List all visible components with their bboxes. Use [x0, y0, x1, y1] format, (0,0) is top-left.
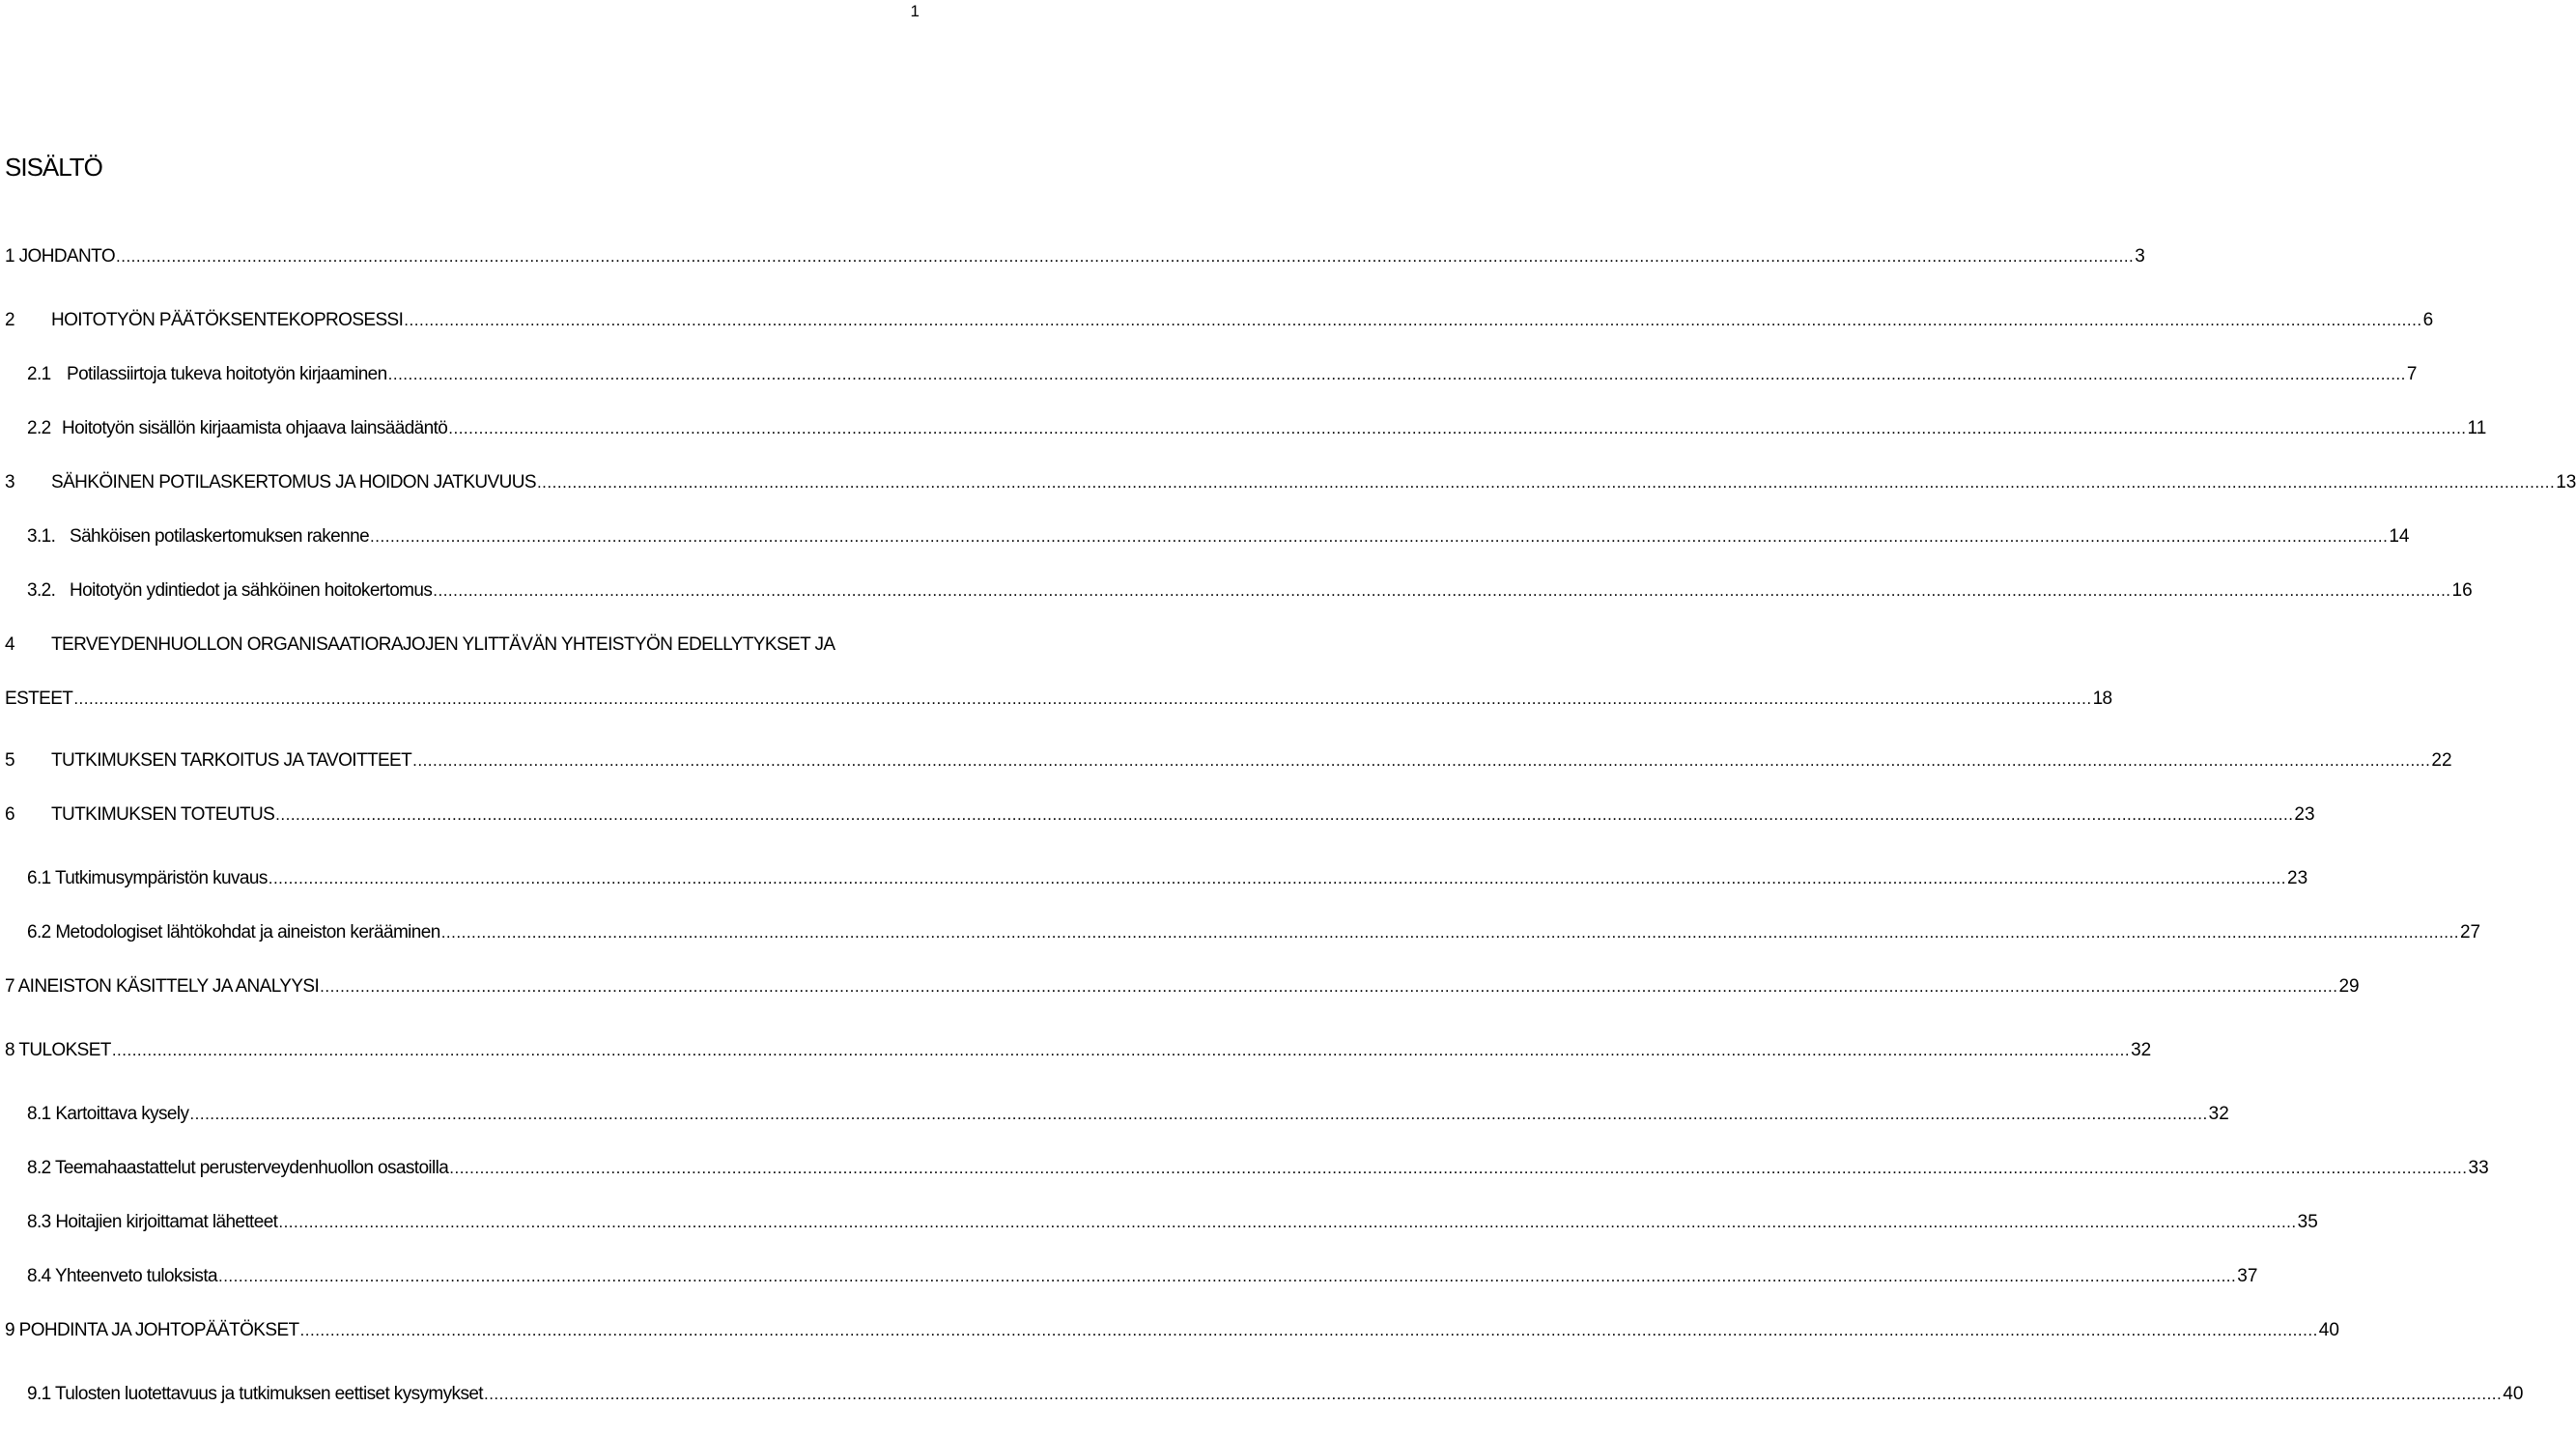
toc-entry-text	[27, 865, 268, 892]
toc-row	[5, 243, 2145, 270]
toc-entry-number: 2	[5, 310, 14, 330]
toc-entry-label: POHDINTA JA JOHTOPÄÄTÖKSET	[18, 1320, 299, 1340]
toc-leader-dots: ................................................................................................................................................................................................................................................................................................................................................................................................................	[275, 805, 2294, 824]
toc-entry-number: 9	[5, 1320, 14, 1340]
toc-entry-label: Hoitajien kirjoittamat lähetteet	[55, 1212, 278, 1232]
toc-entry-number: 5	[5, 750, 14, 771]
toc-leader-dots: ................................................................................................................................................................................................................................................................................................................................................................................................................	[320, 977, 2338, 996]
toc-row	[27, 1263, 2258, 1290]
toc-entry[interactable]	[0, 1155, 2489, 1182]
toc-leader-dots: ................................................................................................................................................................................................................................................................................................................................................................................................................	[449, 1159, 2468, 1177]
toc-page-number: 40	[2503, 1384, 2524, 1404]
toc-entry[interactable]	[0, 361, 2418, 388]
toc-leader-dots: ................................................................................................................................................................................................................................................................................................................................................................................................................	[370, 527, 2389, 546]
toc-page-number: 23	[2287, 868, 2308, 888]
toc-entry-number: 1	[5, 246, 14, 267]
toc-entry-text	[5, 307, 403, 334]
toc-entry-text	[27, 1209, 277, 1236]
toc-entry[interactable]	[0, 747, 2452, 774]
toc-row	[27, 415, 2487, 442]
toc-page-number: 18	[2092, 689, 2112, 709]
toc-entry-text	[5, 747, 411, 774]
toc-entry-number: 8.1	[27, 1104, 51, 1124]
toc-leader-dots: ................................................................................................................................................................................................................................................................................................................................................................................................................	[278, 1213, 2297, 1231]
toc-row	[5, 747, 2452, 774]
toc-entry-number: 6.1	[27, 868, 51, 888]
toc-leader-dots: ................................................................................................................................................................................................................................................................................................................................................................................................................	[536, 473, 2556, 492]
toc-entry-text	[5, 632, 835, 659]
toc-entry-text	[27, 1155, 448, 1182]
toc-entry-label: Hoitotyön ydintiedot ja sähköinen hoitokertomus	[70, 580, 433, 601]
toc-page-number: 37	[2237, 1266, 2258, 1286]
toc-entry[interactable]	[0, 919, 2481, 946]
toc-row	[5, 632, 835, 659]
toc-entry-label: Metodologiset lähtökohdat ja aineiston kerääminen	[55, 922, 440, 943]
toc-row	[5, 307, 2434, 334]
toc-leader-dots: ................................................................................................................................................................................................................................................................................................................................................................................................................	[299, 1321, 2318, 1339]
toc-entry-label: AINEISTON KÄSITTELY JA ANALYYSI	[17, 976, 320, 997]
toc-row	[5, 686, 2112, 713]
toc-entry-text	[27, 523, 369, 550]
toc-entry-label: Tutkimusympäristön kuvaus	[54, 868, 268, 888]
toc-page-number: 13	[2556, 472, 2576, 492]
toc-entry-text	[27, 361, 387, 388]
toc-page-number: 3	[2135, 246, 2145, 267]
toc-leader-dots: ................................................................................................................................................................................................................................................................................................................................................................................................................	[433, 581, 2451, 600]
toc-entry-label: TUTKIMUKSEN TOTEUTUS	[51, 804, 275, 825]
toc-entry-number: 3.1.	[27, 526, 56, 547]
toc-leader-dots: ................................................................................................................................................................................................................................................................................................................................................................................................................	[116, 247, 2135, 266]
toc-page-number: 7	[2406, 364, 2418, 384]
toc-entry-label: TULOKSET	[18, 1040, 111, 1060]
toc-entry-number: 4	[5, 634, 14, 655]
toc-row	[5, 973, 2360, 1000]
toc-page-number: 22	[2431, 750, 2452, 771]
toc-entry-number: 6.2	[27, 922, 51, 943]
toc-entry-number: 8.4	[27, 1266, 51, 1286]
toc-title: SISÄLTÖ	[5, 153, 102, 182]
toc-row	[27, 865, 2308, 892]
toc-entry-number: 6	[5, 804, 14, 825]
toc-page-number: 11	[2467, 418, 2487, 438]
toc-entry[interactable]	[0, 802, 2315, 829]
toc-entry-label: HOITOTYÖN PÄÄTÖKSENTEKOPROSESSI	[51, 310, 404, 330]
toc-page-number: 14	[2389, 526, 2410, 547]
toc-entry-text	[27, 1381, 483, 1408]
toc-entry[interactable]	[0, 1317, 2339, 1344]
toc-entry-number: 8.2	[27, 1158, 51, 1178]
toc-entry-label: Teemahaastattelut perusterveydenhuollon osastoilla	[54, 1158, 449, 1178]
toc-row	[27, 1209, 2318, 1236]
toc-entry-text	[5, 469, 536, 496]
toc-entry[interactable]	[0, 1209, 2318, 1236]
toc-entry-label: TERVEYDENHUOLLON ORGANISAATIORAJOJEN YLITTÄVÄN YHTEISTYÖN EDELLYTYKSET JA	[51, 634, 835, 655]
toc-row	[5, 802, 2315, 829]
toc-entry-label-continuation: ESTEET	[5, 689, 73, 709]
page-number: 1	[910, 2, 920, 20]
toc-entry-text	[5, 1037, 111, 1064]
toc-leader-dots: ................................................................................................................................................................................................................................................................................................................................................................................................................	[111, 1041, 2131, 1059]
toc-entry-number: 7	[5, 976, 14, 997]
toc-entry[interactable]	[0, 523, 2410, 550]
toc-page-number: 33	[2468, 1158, 2489, 1178]
toc-page-number: 32	[2131, 1040, 2152, 1060]
toc-entry-text	[27, 415, 447, 442]
toc-entry[interactable]	[0, 1037, 2152, 1064]
toc-entry[interactable]	[0, 1263, 2258, 1290]
toc-entry-text	[27, 919, 440, 946]
toc-entry[interactable]	[0, 469, 2576, 496]
toc-leader-dots: ................................................................................................................................................................................................................................................................................................................................................................................................................	[189, 1105, 2208, 1123]
toc-leader-dots: ................................................................................................................................................................................................................................................................................................................................................................................................................	[448, 419, 2467, 437]
toc-page-number: 27	[2459, 922, 2481, 943]
toc-leader-dots: ................................................................................................................................................................................................................................................................................................................................................................................................................	[217, 1267, 2237, 1285]
toc-row	[27, 1101, 2229, 1128]
toc-entry-label: Sähköisen potilaskertomuksen rakenne	[70, 526, 370, 547]
toc-entry[interactable]	[0, 632, 927, 659]
toc-entry-text	[5, 802, 274, 829]
toc-page-number: 32	[2208, 1104, 2229, 1124]
toc-entry-number: 3	[5, 472, 14, 492]
toc-row	[5, 469, 2576, 496]
toc-row	[5, 1037, 2152, 1064]
toc-row	[27, 523, 2410, 550]
toc-row	[27, 1155, 2489, 1182]
toc-entry-number: 9.1	[27, 1384, 51, 1404]
toc-entry[interactable]	[0, 973, 2360, 1000]
toc-entry-text	[27, 1263, 217, 1290]
toc-row	[27, 1381, 2524, 1408]
toc-entry-label: Yhteenveto tuloksista	[54, 1266, 217, 1286]
toc-entry-label: Kartoittava kysely	[55, 1104, 189, 1124]
toc-entry-number: 8	[5, 1040, 14, 1060]
toc-leader-dots: ................................................................................................................................................................................................................................................................................................................................................................................................................	[483, 1385, 2503, 1403]
toc-leader-dots: ................................................................................................................................................................................................................................................................................................................................................................................................................	[404, 311, 2422, 329]
toc-leader-dots: ................................................................................................................................................................................................................................................................................................................................................................................................................	[387, 365, 2406, 383]
toc-entry[interactable]	[0, 307, 2434, 334]
toc-page-number: 29	[2338, 976, 2360, 997]
toc-entry-label: SÄHKÖINEN POTILASKERTOMUS JA HOIDON JATKUVUUS	[51, 472, 536, 492]
toc-page-number: 35	[2297, 1212, 2318, 1232]
toc-entry-label: TUTKIMUKSEN TARKOITUS JA TAVOITTEET	[51, 750, 412, 771]
toc-page-number: 6	[2422, 310, 2434, 330]
toc-entry[interactable]	[0, 415, 2487, 442]
toc-entry-text	[27, 1101, 188, 1128]
toc-leader-dots: ................................................................................................................................................................................................................................................................................................................................................................................................................	[73, 689, 2092, 708]
toc-entry-label: Potilassiirtoja tukeva hoitotyön kirjaaminen	[67, 364, 387, 384]
toc-entry-number: 8.3	[27, 1212, 51, 1232]
toc-entry-text	[5, 1317, 299, 1344]
toc-page-number: 23	[2294, 804, 2315, 825]
toc-entry-label: JOHDANTO	[18, 246, 116, 267]
toc-entry[interactable]	[0, 865, 2308, 892]
toc-leader-dots: ................................................................................................................................................................................................................................................................................................................................................................................................................	[268, 869, 2286, 887]
toc-page-number: 16	[2451, 580, 2473, 601]
toc-row	[27, 577, 2473, 605]
toc-row	[27, 919, 2481, 946]
toc-row	[27, 361, 2418, 388]
toc-entry-text	[5, 973, 319, 1000]
toc-page-number: 40	[2318, 1320, 2339, 1340]
toc-entry-number: 3.2.	[27, 580, 56, 601]
toc-entry-label: Tulosten luotettavuus ja tutkimuksen eettiset kysymykset	[54, 1384, 483, 1404]
toc-leader-dots: ................................................................................................................................................................................................................................................................................................................................................................................................................	[440, 923, 2459, 942]
toc-entry[interactable]	[0, 1101, 2229, 1128]
toc-leader-dots: ................................................................................................................................................................................................................................................................................................................................................................................................................	[412, 751, 2431, 770]
toc-entry-number: 2.1	[27, 364, 51, 384]
toc-entry-text	[27, 577, 432, 605]
toc-row	[5, 1317, 2339, 1344]
toc-entry[interactable]	[0, 243, 2145, 270]
toc-entry-text	[5, 243, 115, 270]
toc-entry-label: Hoitotyön sisällön kirjaamista ohjaava lainsäädäntö	[62, 418, 448, 438]
toc-entry-number: 2.2	[27, 418, 51, 438]
toc-entry[interactable]	[0, 1381, 2524, 1408]
toc-entry[interactable]	[0, 577, 2473, 605]
toc-entry-continuation[interactable]	[0, 686, 2112, 713]
